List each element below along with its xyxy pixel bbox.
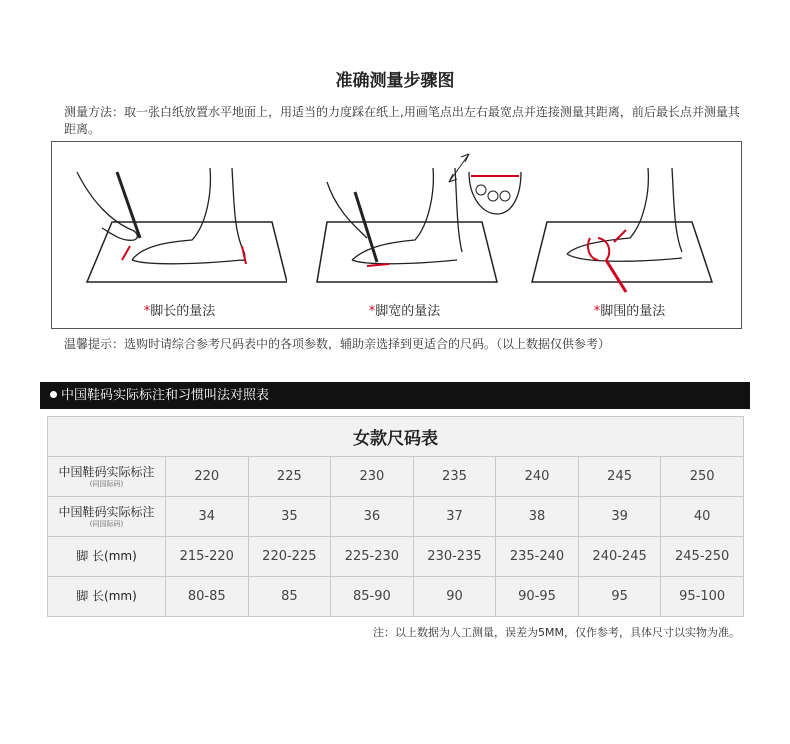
illustration-foot-length [72,142,287,328]
table-cell: 36 [331,497,414,537]
table-cell: 90-95 [496,577,579,617]
table-row [48,497,744,537]
table-row [48,457,744,497]
table-cell: 80-85 [166,577,249,617]
table-cell: 225 [248,457,331,497]
table-cell: 230 [331,457,414,497]
table-row [48,577,744,617]
table-cell: 235-240 [496,537,579,577]
table-cell: 220-225 [248,537,331,577]
table-cell: 225-230 [331,537,414,577]
row-header: 脚 长(mm) [48,537,166,577]
row-header: 中国鞋码实际标注 (同国际码) [48,497,166,537]
table-cell: 215-220 [166,537,249,577]
table-row [48,537,744,577]
table-cell: 85 [248,577,331,617]
page-title: 准确测量步骤图 [335,71,455,91]
table-cell: 235 [413,457,496,497]
table-cell: 250 [661,457,744,497]
intro-text: 测量方法：取一张白纸放置水平地面上，用适当的力度踩在纸上,用画笔点出左右最宽点并连接测量其距离，前后最长点并测量其距离。 [64,105,740,136]
table-cell: 90 [413,577,496,617]
table-cell: 37 [413,497,496,537]
table-cell: 95 [578,577,661,617]
bullet-icon [50,391,57,398]
caption-foot-girth: *脚围的量法 [593,304,666,319]
table-cell: 245 [578,457,661,497]
row-header: 中国鞋码实际标注 (同国际码) [48,457,166,497]
table-cell: 95-100 [661,577,744,617]
foot-width-drawing [297,142,512,302]
size-table [47,416,744,617]
table-cell: 40 [661,497,744,537]
table-cell: 34 [166,497,249,537]
illustration-foot-girth [522,142,737,328]
caption-foot-length: *脚长的量法 [143,304,216,319]
section-bar: 中国鞋码实际标注和习惯叫法对照表 [40,382,750,409]
tip-text: 温馨提示：选购时请综合参考尺码表中的各项参数，辅助亲选择到更适合的尺码。（以上数据仅供参考） [64,337,611,351]
table-cell: 35 [248,497,331,537]
footnote: 注：以上数据为人工测量，误差为5MM，仅作参考，具体尺寸以实物为准。 [373,626,740,639]
table-cell: 38 [496,497,579,537]
table-title: 女款尺码表 [48,417,744,457]
foot-length-drawing [72,142,287,302]
toe-detail-drawing [465,168,525,218]
table-cell: 39 [578,497,661,537]
illustration-box [51,141,742,329]
table-cell: 85-90 [331,577,414,617]
caption-foot-width: *脚宽的量法 [368,304,441,319]
table-cell: 230-235 [413,537,496,577]
illustration-foot-width [297,142,512,328]
table-cell: 245-250 [661,537,744,577]
table-cell: 240 [496,457,579,497]
table-cell: 220 [166,457,249,497]
row-header: 脚 长(mm) [48,577,166,617]
foot-girth-drawing [522,142,737,302]
table-cell: 240-245 [578,537,661,577]
